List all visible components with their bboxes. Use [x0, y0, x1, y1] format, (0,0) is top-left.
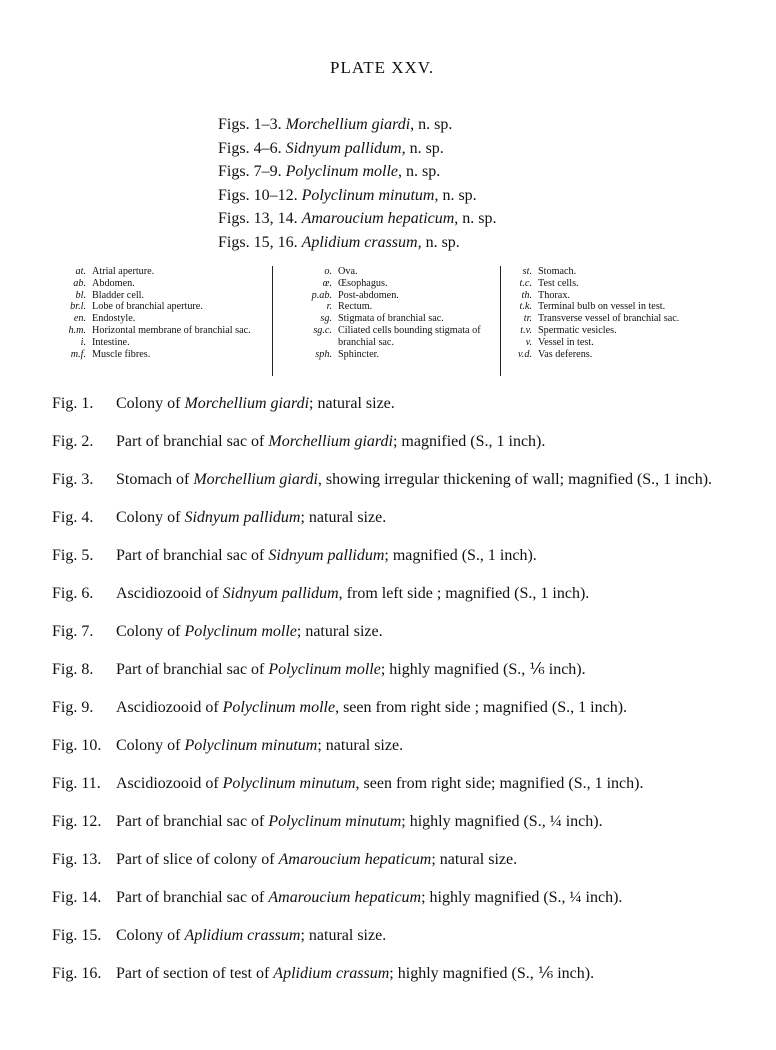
- abbreviation-key: bl.: [75, 289, 86, 301]
- species-name: Polyclinum molle: [268, 661, 381, 678]
- species-suffix: , n. sp.: [410, 116, 453, 133]
- figure-explanations: [52, 393, 742, 985]
- figure-caption: Colony of Sidnyum pallidum; natural size.: [116, 509, 387, 526]
- figure-caption: Ascidiozooid of Polyclinum minutum, seen from right side; magnified (S., 1 inch).: [116, 775, 644, 792]
- abbreviation-entry: [506, 266, 736, 278]
- abbreviation-key: r.: [326, 301, 332, 313]
- abbreviation-value: Test cells.: [538, 277, 579, 289]
- figure-label: Fig. 15.: [52, 927, 102, 944]
- figure-caption: Colony of Polyclinum minutum; natural size.: [116, 737, 404, 754]
- abbreviation-entry: [506, 349, 736, 361]
- abbreviation-value: Horizontal membrane of branchial sac.: [92, 324, 251, 336]
- abbreviation-key: o.: [324, 266, 332, 277]
- abbreviation-key: i.: [80, 336, 86, 348]
- abbreviation-key: t.v.: [520, 324, 532, 336]
- species-suffix: , n. sp.: [454, 210, 497, 227]
- figs-range: Figs. 10–12.: [218, 186, 298, 204]
- figure-entry: [52, 925, 742, 947]
- abbreviation-entry: [46, 290, 271, 302]
- abbreviation-entry: [506, 337, 736, 349]
- figure-label: Fig. 3.: [52, 471, 94, 488]
- abbreviation-key: t.c.: [519, 277, 532, 289]
- species-name: Polyclinum minutum: [184, 737, 318, 754]
- species-name: Aplidium crassum: [184, 927, 301, 944]
- species-suffix: , n. sp.: [434, 186, 477, 204]
- figs-range: Figs. 15, 16.: [218, 233, 298, 251]
- abbreviation-entry: [46, 313, 271, 325]
- abbreviation-value: Bladder cell.: [92, 289, 145, 301]
- abbreviation-key: sg.: [320, 313, 332, 325]
- abbreviation-value: Lobe of branchial aperture.: [92, 301, 203, 313]
- figure-entry: [52, 697, 742, 719]
- species-suffix: , n. sp.: [417, 233, 460, 251]
- species-name: Amaroucium hepaticum: [278, 851, 432, 868]
- figs-summary-row: [218, 113, 497, 137]
- abbreviation-entry: [276, 325, 498, 349]
- figure-label: Fig. 2.: [52, 433, 94, 450]
- abbreviation-entry: [46, 337, 271, 349]
- species-name: Sidnyum pallidum: [184, 509, 301, 526]
- figure-caption: Part of branchial sac of Sidnyum pallidum; magnified (S., 1 inch).: [116, 547, 537, 564]
- figure-caption: Colony of Polyclinum molle; natural size.: [116, 623, 383, 640]
- species-name: Sidnyum pallidum: [268, 547, 385, 564]
- figure-caption: Ascidiozooid of Sidnyum pallidum, from left side ; magnified (S., 1 inch).: [116, 585, 590, 602]
- abbreviation-entry: [276, 313, 498, 325]
- abbreviation-value: Stomach.: [538, 266, 577, 277]
- species-name: Morchellium giardi: [184, 395, 310, 412]
- species-suffix: , n. sp.: [398, 163, 441, 180]
- figure-label: Fig. 7.: [52, 623, 94, 640]
- species-name: Sidnyum pallidum: [285, 139, 402, 157]
- abbreviation-entry: [506, 313, 736, 325]
- figure-label: Fig. 1.: [52, 395, 94, 412]
- abbreviation-entry: [46, 301, 271, 313]
- abbreviation-key: h.m.: [68, 324, 86, 336]
- species-name: Polyclinum minutum: [301, 186, 435, 204]
- abbreviation-value: Vas deferens.: [538, 348, 593, 360]
- abbreviation-entry: [506, 325, 736, 337]
- abbreviation-value: Atrial aperture.: [92, 266, 155, 277]
- figs-range: Figs. 4–6.: [218, 139, 282, 157]
- abbreviation-value: Stigmata of branchial sac.: [338, 313, 444, 325]
- figure-caption: Part of branchial sac of Morchellium giardi; magnified (S., 1 inch).: [116, 433, 546, 450]
- species-suffix: , n. sp.: [401, 139, 444, 157]
- figs-summary-row: [218, 207, 497, 231]
- species-name: Aplidium crassum: [301, 233, 418, 251]
- abbreviation-entry: [276, 266, 498, 278]
- species-name: Morchellium giardi: [193, 471, 318, 488]
- abbreviation-key: st.: [522, 266, 532, 277]
- abbreviation-key: sg.c.: [313, 324, 332, 336]
- abbreviation-value: Sphincter.: [338, 348, 380, 360]
- figure-entry: [52, 887, 742, 909]
- abbreviation-entry: [46, 349, 271, 361]
- species-name: Polyclinum molle: [285, 163, 398, 180]
- abbreviation-entry: [46, 325, 271, 337]
- abbreviation-value: Terminal bulb on vessel in test.: [538, 301, 666, 313]
- abbreviation-entry: [276, 349, 498, 361]
- species-name: Polyclinum minutum: [268, 813, 402, 830]
- abbreviation-key: sph.: [315, 348, 332, 360]
- figure-entry: [52, 393, 742, 415]
- figs-summary-row: [218, 231, 497, 255]
- abbreviation-value: Endostyle.: [92, 313, 136, 325]
- species-name: Amaroucium hepaticum: [268, 889, 422, 906]
- abbreviation-value: Vessel in test.: [538, 336, 594, 348]
- species-name: Sidnyum pallidum: [222, 585, 339, 602]
- figure-entry: [52, 507, 742, 529]
- abbreviation-value: Thorax.: [538, 289, 570, 301]
- abbreviation-entry: [276, 290, 498, 302]
- abbreviation-value: Abdomen.: [92, 277, 135, 289]
- figure-entry: [52, 583, 742, 605]
- abbreviations-column-3: [506, 266, 736, 360]
- abbreviation-key: v.: [525, 336, 532, 348]
- abbreviation-value: Ova.: [338, 266, 358, 277]
- figs-summary-row: [218, 184, 497, 208]
- abbreviation-entry: [506, 301, 736, 313]
- abbreviation-value: Post-abdomen.: [338, 289, 399, 301]
- column-divider: [272, 266, 273, 376]
- abbreviation-entry: [276, 301, 498, 313]
- figure-entry: [52, 849, 742, 871]
- abbreviation-key: at.: [75, 266, 86, 277]
- column-divider: [500, 266, 501, 376]
- abbreviation-key: m.f.: [70, 348, 86, 360]
- abbreviation-key: p.ab.: [311, 289, 332, 301]
- figs-range: Figs. 13, 14.: [218, 210, 298, 227]
- figure-label: Fig. 4.: [52, 509, 94, 526]
- species-name: Morchellium giardi: [268, 433, 393, 450]
- figs-range: Figs. 1–3.: [218, 116, 282, 133]
- figure-label: Fig. 13.: [52, 851, 102, 868]
- figure-label: Fig. 8.: [52, 661, 94, 678]
- abbreviation-value: Transverse vessel of branchial sac.: [538, 313, 680, 325]
- abbreviation-entry: [276, 278, 498, 290]
- figure-entry: [52, 735, 742, 757]
- abbreviation-value: Œsophagus.: [338, 277, 388, 289]
- figs-summary-row: [218, 160, 497, 184]
- figure-label: Fig. 9.: [52, 699, 94, 716]
- figs-summary-row: [218, 137, 497, 161]
- figure-label: Fig. 14.: [52, 889, 102, 906]
- abbreviation-value: Intestine.: [92, 336, 130, 348]
- figure-entry: [52, 431, 742, 453]
- figure-caption: Part of section of test of Aplidium crassum; highly magnified (S., ⅙ inch).: [116, 965, 595, 982]
- abbreviation-key: tr.: [523, 313, 532, 325]
- figure-caption: Part of slice of colony of Amaroucium hepaticum; natural size.: [116, 851, 518, 868]
- figure-label: Fig. 12.: [52, 813, 102, 830]
- figure-caption: Part of branchial sac of Amaroucium hepaticum; highly magnified (S., ¼ inch).: [116, 889, 623, 906]
- figure-caption: Stomach of Morchellium giardi, showing irregular thickening of wall; magnified (S., 1 inch).: [116, 471, 713, 488]
- figure-caption: Part of branchial sac of Polyclinum molle; highly magnified (S., ⅙ inch).: [116, 661, 586, 678]
- abbreviation-entry: [506, 290, 736, 302]
- figs-range: Figs. 7–9.: [218, 163, 282, 180]
- figure-caption: Colony of Aplidium crassum; natural size.: [116, 927, 387, 944]
- abbreviation-key: œ.: [322, 277, 332, 289]
- abbreviation-value: Rectum.: [338, 301, 373, 313]
- abbreviation-entry: [506, 278, 736, 290]
- abbreviation-value: Ciliated cells bounding stigmata of branchial sac.: [338, 324, 481, 348]
- figure-label: Fig. 5.: [52, 547, 94, 564]
- species-name: Polyclinum molle: [184, 623, 297, 640]
- species-name: Morchellium giardi: [285, 116, 411, 133]
- figure-entry: [52, 811, 742, 833]
- abbreviations-column-1: [46, 266, 271, 360]
- species-name: Amaroucium hepaticum: [301, 210, 455, 227]
- figure-label: Fig. 10.: [52, 737, 102, 754]
- figure-caption: Part of branchial sac of Polyclinum minutum; highly magnified (S., ¼ inch).: [116, 813, 603, 830]
- figure-label: Fig. 16.: [52, 965, 102, 982]
- abbreviation-key: ab.: [73, 277, 86, 289]
- abbreviation-key: th.: [521, 289, 532, 301]
- abbreviations-column-2: [276, 266, 498, 360]
- figure-caption: Ascidiozooid of Polyclinum molle, seen from right side ; magnified (S., 1 inch).: [116, 699, 628, 716]
- species-name: Aplidium crassum: [273, 965, 390, 982]
- figure-entry: [52, 621, 742, 643]
- figure-entry: [52, 469, 742, 491]
- figure-entry: [52, 659, 742, 681]
- figure-label: Fig. 6.: [52, 585, 94, 602]
- figure-caption: Colony of Morchellium giardi; natural size.: [116, 395, 395, 412]
- species-name: Polyclinum molle: [222, 699, 336, 716]
- abbreviation-key: v.d.: [518, 348, 532, 360]
- figure-entry: [52, 963, 742, 985]
- abbreviation-value: Muscle fibres.: [92, 348, 151, 360]
- species-name: Polyclinum minutum: [222, 775, 356, 792]
- abbreviation-key: t.k.: [519, 301, 532, 313]
- plate-title: PLATE XXV.: [330, 58, 435, 77]
- figure-entry: [52, 545, 742, 567]
- abbreviation-key: br.l.: [70, 301, 86, 313]
- abbreviation-key: en.: [73, 313, 86, 325]
- abbreviation-value: Spermatic vesicles.: [538, 324, 617, 336]
- figure-entry: [52, 773, 742, 795]
- figure-label: Fig. 11.: [52, 775, 101, 792]
- abbreviation-entry: [46, 278, 271, 290]
- abbreviation-entry: [46, 266, 271, 278]
- figs-summary: [218, 113, 497, 254]
